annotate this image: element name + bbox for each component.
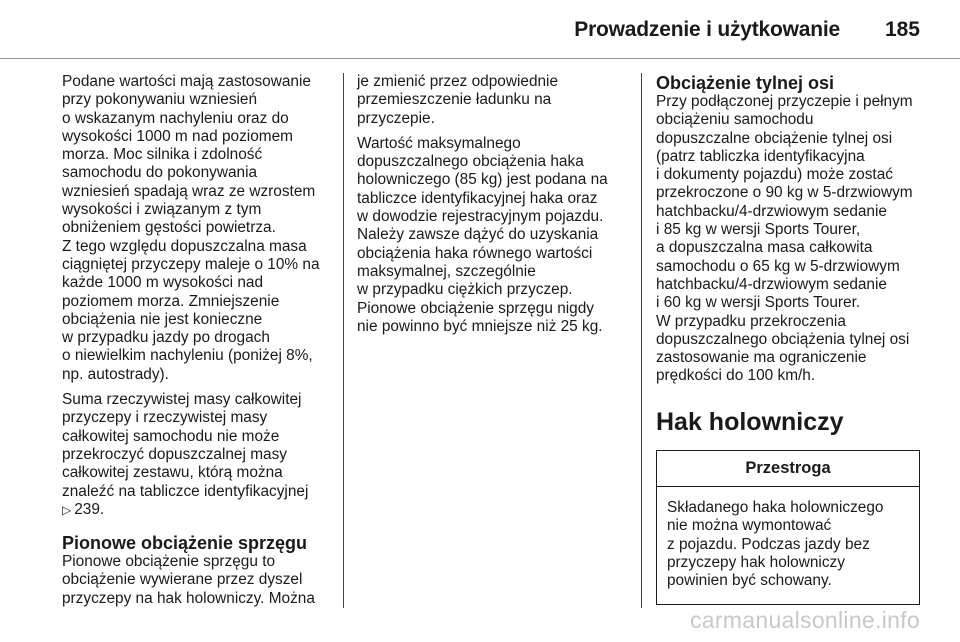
- page-header: [0, 0, 960, 62]
- page-reference-link[interactable]: 239.: [74, 500, 105, 518]
- caution-box: [656, 450, 920, 605]
- chapter-title: Prowadzenie i użytkowanie: [574, 18, 840, 41]
- section-title-towing-hitch: Hak holowniczy: [656, 407, 844, 436]
- heading-vertical-coupling-load: Pionowe obciążenie sprzęgu: [62, 533, 308, 554]
- watermark: carmanualsonline.info: [689, 607, 920, 633]
- paragraph-max-hitch-load: Wartość maksymalnego dopuszczalnego obciążenia haka holowniczego (85 kg) jest podana na tabliczce identyfikacyjnej haka oraz w dowodzie rejestracyjnym pojazdu. Należy zawsze dążyć do uzyskania obciążenia haka równego wartości maksymalnej, szczególnie w przypadku ciężkich przyczep. Pionowe obciążenie sprzęgu nigdy nie powinno być mniejsze niż 25 kg.: [357, 134, 608, 335]
- column-right: [656, 73, 928, 605]
- header-rule: [0, 58, 960, 59]
- paragraph-total-mass: [62, 391, 330, 519]
- column-middle: [357, 73, 629, 336]
- paragraph-vertical-coupling-load: Pionowe obciążenie sprzęgu to obciążenie wywierane przez dyszel przyczepy na hak holowniczy. Można: [62, 553, 315, 607]
- paragraph-rear-axle-load: Przy podłączonej przyczepie i pełnym obciążeniu samochodu dopuszczalne obciążenie tylnej osi (patrz tabliczka identyfikacyjna i dokumenty pojazdu) może zostać przekroczone o 90 kg w 5-drzwiowym hatchbacku/4-drzwiowym sedanie i 85 kg w wersji Sports Tourer, a dopuszczalna masa całkowita samochodu o 65 kg w 5-drzwiowym hatchbacku/4-drzwiowym sedanie i 60 kg w wersji Sports Tourer. W przypadku przekroczenia dopuszczalnego obciążenia tylnej osi zastosowanie ma ograniczenie prędkości do 100 km/h.: [656, 93, 913, 385]
- paragraph-altitude: Podane wartości mają zastosowanie przy pokonywaniu wzniesień o wskazanym nachyleniu oraz do wysokości 1000 m nad poziomem morza. Moc silnika i zdolność samochodu do pokonywania wzniesień spadają wraz ze wzrostem wysokości i związanym z tym obniżeniem gęstości powietrza. Z tego względu dopuszczalna masa ciągniętej przyczepy maleje o 10% na każde 1000 m wysokości nad poziomem morza. Zmniejszenie obciążenia nie jest konieczne w przypadku jazdy po drogach o niewielkim nachyleniu (poniżej 8%, np. autostrady).: [62, 73, 320, 383]
- caution-title: Przestroga: [657, 451, 919, 487]
- column-left: [62, 73, 330, 608]
- page-number: 185: [884, 18, 920, 41]
- paragraph-total-mass-text: Suma rzeczywistej masy całkowitej przyczepy i rzeczywistej masy całkowitej samochodu nie może przekroczyć dopuszczalnej masy całkowitej zestawu, którą można znaleźć na tabliczce identyfikacyjnej: [62, 391, 309, 500]
- caution-text: Składanego haka holowniczego nie można wymontować z pojazdu. Podczas jazdy bez przyczepy hak holowniczy powinien być schowany.: [667, 499, 884, 590]
- column-divider-1: [343, 73, 344, 608]
- paragraph-load-distribution: je zmienić przez odpowiednie przemieszczenie ładunku na przyczepie.: [357, 73, 559, 127]
- heading-rear-axle-load: Obciążenie tylnej osi: [656, 73, 835, 93]
- column-divider-2: [641, 73, 642, 608]
- page-reference-icon: ▷: [62, 502, 72, 517]
